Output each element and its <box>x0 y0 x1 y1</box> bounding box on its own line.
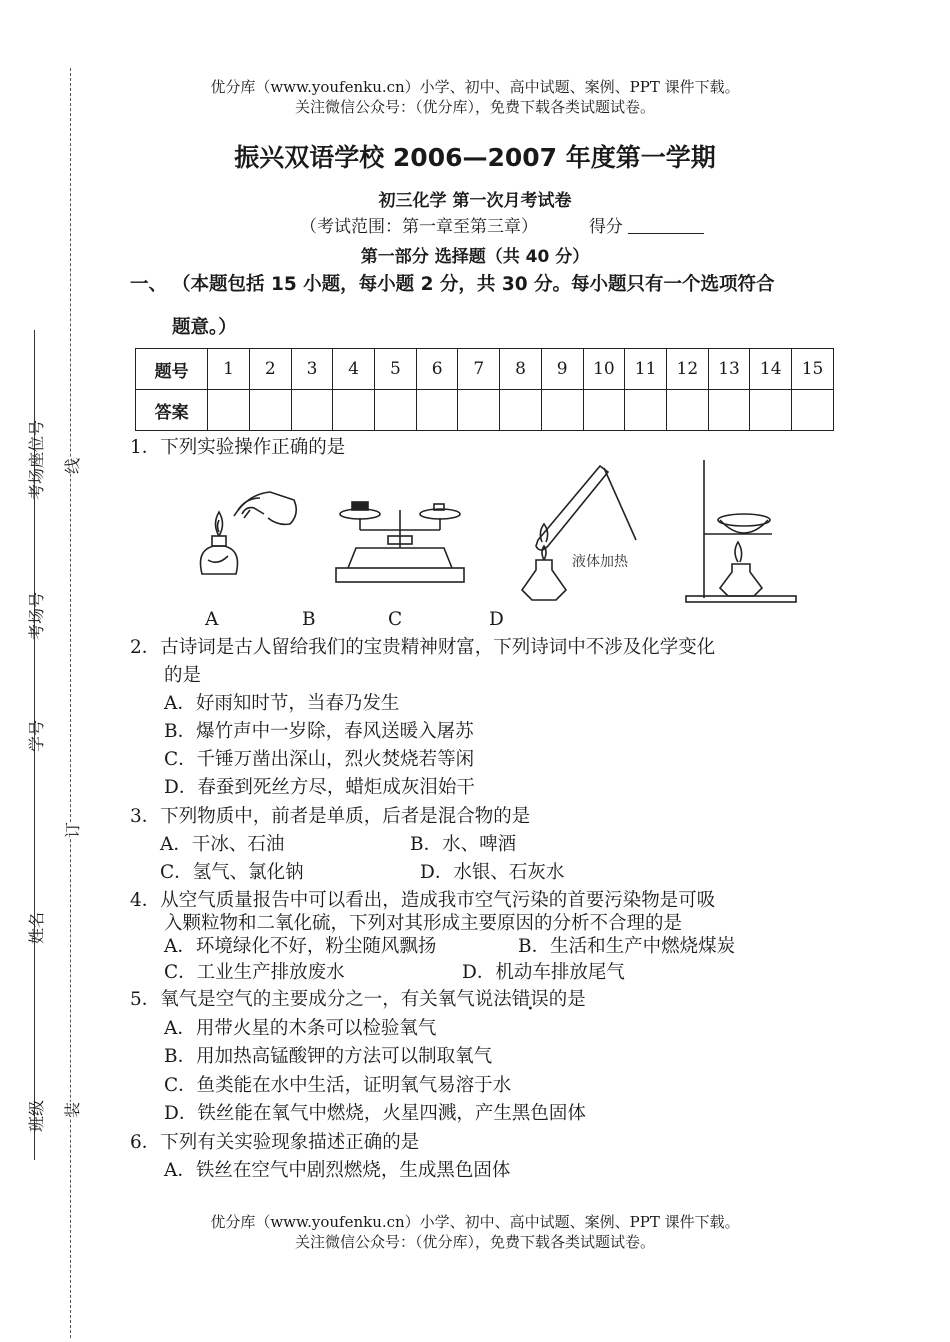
q2-option-d: D．春蚕到死丝方尽，蜡炬成灰泪始干 <box>164 777 475 798</box>
q2-option-c: C．千锤万凿出深山，烈火焚烧若等闲 <box>164 749 475 770</box>
score-label: 得分 <box>588 217 623 237</box>
q1-stem: 1．下列实验操作正确的是 <box>130 437 346 458</box>
answer-row <box>136 390 834 431</box>
q1-option-d: D <box>489 609 504 630</box>
q3-option-c: C．氢气、氯化钠 <box>160 862 304 883</box>
answer-cell[interactable] <box>708 390 750 431</box>
q1-figure-c-test-tube-heating <box>512 462 662 602</box>
answer-cell[interactable] <box>666 390 708 431</box>
answer-cell[interactable] <box>583 390 625 431</box>
q2-stem-line1: 2．古诗词是古人留给我们的宝贵精神财富，下列诗词中不涉及化学变化 <box>130 637 716 658</box>
q5-stem-suffix: 的是 <box>548 989 586 1010</box>
q4-stem-line1: 4．从空气质量报告中可以看出，造成我市空气污染的首要污染物是可吸 <box>130 890 716 911</box>
answer-cell[interactable] <box>625 390 667 431</box>
header-line-1: 优分库（www.youfenku.cn）小学、初中、高中试题、案例、PPT 课件下载。 <box>210 78 740 96</box>
answer-cell[interactable] <box>416 390 458 431</box>
question-number-cell: 10 <box>583 349 625 390</box>
exam-room-label: 考场号 <box>27 591 46 640</box>
part-heading: 第一部分 选择题（共 40 分） <box>360 247 590 267</box>
q5-stem <box>130 986 586 1014</box>
q1-option-a: A <box>205 609 219 630</box>
header-line-2: 关注微信公众号：（优分库），免费下载各类试题试卷。 <box>294 98 655 116</box>
footer-line-2: 关注微信公众号：（优分库），免费下载各类试题试卷。 <box>294 1233 655 1251</box>
ding-char: 订 <box>60 822 83 838</box>
question-number-row <box>136 349 834 390</box>
q4-option-a: A．环境绿化不好，粉尘随风飘扬 <box>164 936 437 957</box>
class-label: 班级 <box>27 1099 46 1132</box>
question-number-cell: 9 <box>541 349 583 390</box>
row-label-answer: 答案 <box>136 390 208 431</box>
answer-cell[interactable] <box>375 390 417 431</box>
question-number-cell: 6 <box>416 349 458 390</box>
question-number-cell: 4 <box>333 349 375 390</box>
exam-subtitle: 初三化学 第一次月考试卷 <box>378 191 572 211</box>
name-label: 姓名 <box>27 911 46 944</box>
question-number-cell: 11 <box>625 349 667 390</box>
q5-option-b: B．用加热高锰酸钾的方法可以制取氧气 <box>164 1046 493 1067</box>
answer-cell[interactable] <box>458 390 500 431</box>
q5-option-d: D．铁丝能在氧气中燃烧，火星四溅，产生黑色固体 <box>164 1103 586 1124</box>
answer-cell[interactable] <box>208 390 250 431</box>
q4-stem-line2: 入颗粒物和二氧化硫，下列对其形成主要原因的分析不合理的是 <box>164 913 683 934</box>
student-id-label: 学号 <box>27 719 46 752</box>
q5-stem-prefix: 5．氧气是空气的主要成分之一，有关氧气说法 <box>130 989 512 1010</box>
answer-cell[interactable] <box>750 390 792 431</box>
answer-table <box>135 348 834 431</box>
q5-option-a: A．用带火星的木条可以检验氧气 <box>164 1018 437 1039</box>
q1-option-b: B <box>302 609 316 630</box>
q1-figure-b-balance <box>330 490 470 586</box>
q4-option-b: B．生活和生产中燃烧煤炭 <box>518 936 736 957</box>
q2-option-a: A．好雨知时节，当春乃发生 <box>164 693 400 714</box>
q1-option-c: C <box>388 609 403 630</box>
q1-figure-a-alcohol-lamp <box>188 484 308 584</box>
score-field[interactable] <box>628 217 704 234</box>
q3-option-a: A．干冰、石油 <box>160 834 285 855</box>
exam-scope: （考试范围：第一章至第三章） <box>300 217 538 237</box>
question-number-cell: 13 <box>708 349 750 390</box>
question-number-cell: 5 <box>375 349 417 390</box>
q6-stem: 6．下列有关实验现象描述正确的是 <box>130 1132 420 1153</box>
zhuang-char: 装 <box>60 1102 83 1118</box>
question-number-cell: 3 <box>291 349 333 390</box>
q4-option-c: C．工业生产排放废水 <box>164 962 345 983</box>
question-number-cell: 2 <box>249 349 291 390</box>
exam-title: 振兴双语学校 2006—2007 年度第一学期 <box>234 143 716 172</box>
q5-option-c: C．鱼类能在水中生活，证明氧气易溶于水 <box>164 1075 512 1096</box>
q3-stem: 3．下列物质中，前者是单质，后者是混合物的是 <box>130 806 531 827</box>
question-number-cell: 12 <box>666 349 708 390</box>
answer-cell[interactable] <box>249 390 291 431</box>
line-char: 线 <box>60 458 83 474</box>
q4-option-d: D．机动车排放尾气 <box>462 962 625 983</box>
row-label-question: 题号 <box>136 349 208 390</box>
q3-option-d: D．水银、石灰水 <box>420 862 565 883</box>
section-intro-line2: 题意。） <box>172 317 237 338</box>
answer-cell[interactable] <box>500 390 542 431</box>
question-number-cell: 7 <box>458 349 500 390</box>
seat-number-label: 考场座位号 <box>27 419 46 500</box>
question-number-cell: 8 <box>500 349 542 390</box>
answer-cell[interactable] <box>541 390 583 431</box>
q3-option-b: B．水、啤酒 <box>410 834 517 855</box>
q1-figure-d-evaporation <box>682 456 802 606</box>
section-number: 一、 <box>130 274 168 295</box>
question-number-cell: 1 <box>208 349 250 390</box>
section-intro-line1: （本题包括 15 小题，每小题 2 分，共 30 分。每小题只有一个选项符合 <box>172 274 775 295</box>
q5-stem-emphasis: 错误 <box>511 989 549 1010</box>
q6-option-a: A．铁丝在空气中剧烈燃烧，生成黑色固体 <box>164 1160 511 1181</box>
question-number-cell: 15 <box>792 349 834 390</box>
question-number-cell: 14 <box>750 349 792 390</box>
footer-line-1: 优分库（www.youfenku.cn）小学、初中、高中试题、案例、PPT 课件下载。 <box>210 1213 740 1231</box>
answer-cell[interactable] <box>792 390 834 431</box>
answer-cell[interactable] <box>333 390 375 431</box>
q1-figure-c-caption: 液体加热 <box>572 554 628 570</box>
answer-cell[interactable] <box>291 390 333 431</box>
scope-row <box>300 212 704 237</box>
q2-option-b: B．爆竹声中一岁除，春风送暖入屠苏 <box>164 721 474 742</box>
q2-stem-line2: 的是 <box>164 665 202 686</box>
